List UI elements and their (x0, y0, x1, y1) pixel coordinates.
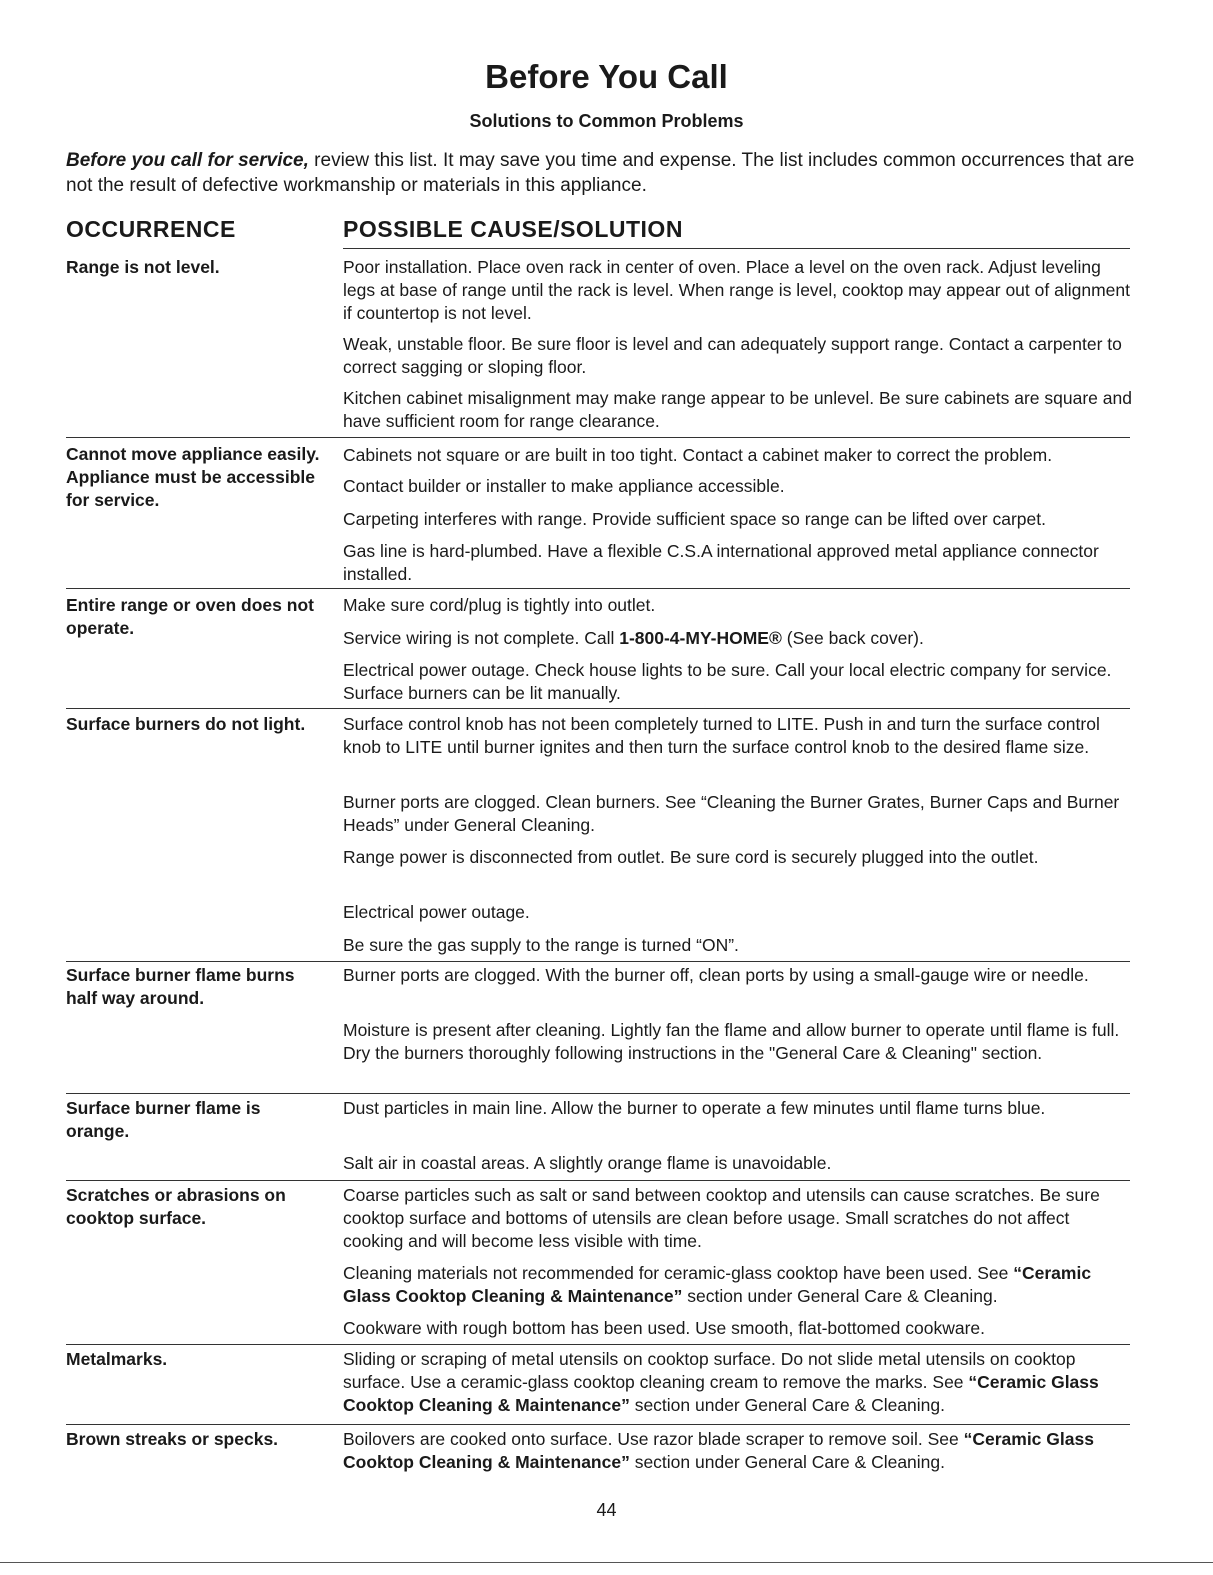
occurrence-range-not-operate: Entire range or oven does not operate. (66, 595, 314, 638)
solution-text: Surface control knob has not been completely turned to LITE. Push in and turn the surface control knob to LITE until burner ignites and then turn the surface control knob to the desired flame size. (343, 714, 1100, 757)
solution-text: Salt air in coastal areas. A slightly orange flame is unavoidable. (343, 1153, 832, 1173)
solution-text: Carpeting interferes with range. Provide sufficient space so range can be lifted over carpet. (343, 509, 1046, 529)
occurrence-flame-half-way: Surface burner flame burns half way around. (66, 965, 295, 1008)
row-divider (66, 1424, 1130, 1425)
page-title: Before You Call (485, 58, 728, 95)
solution-metalmarks: Sliding or scraping of metal utensils on cooktop surface. Do not slide metal utensils on cooktop surface. Use a ceramic-glass cooktop cleaning cream to remove the marks. See “Ceramic Glass Cooktop Cleaning & Maintenance” section under General Care & Cleaning. (343, 1349, 1099, 1415)
solution-text: Dust particles in main line. Allow the burner to operate a few minutes until flame turns blue. (343, 1098, 1046, 1118)
row-divider (66, 1093, 1130, 1094)
row-divider (66, 1180, 1130, 1181)
solution-text: Moisture is present after cleaning. Lightly fan the flame and allow burner to operate until flame is full. Dry the burners thoroughly following instructions in the "General Care & Cleaning" section. (343, 1020, 1120, 1063)
occurrence-cannot-move: Cannot move appliance easily. Appliance must be accessible for service. (66, 444, 320, 510)
solution-text: Electrical power outage. Check house lights to be sure. Call your local electric company for service. Surface burners can be lit manually. (343, 660, 1112, 703)
intro-lead: Before you call for service, (66, 150, 309, 171)
solution-text: Coarse particles such as salt or sand between cooktop and utensils can cause scratches. Be sure cooktop surface and bottoms of utensils are clean before usage. Small scratches do not affect cooking and will become less visible with time. (343, 1185, 1100, 1251)
cleaning-reference: “Ceramic Glass Cooktop Cleaning & Maintenance” (343, 1429, 1094, 1472)
bottom-rule (0, 1562, 1213, 1563)
solution-text: Cabinets not square or are built in too tight. Contact a cabinet maker to correct the problem. (343, 445, 1053, 465)
solution-text: Poor installation. Place oven rack in center of oven. Place a level on the oven rack. Adjust leveling legs at base of range until the rack is level. When range is level, cooktop may appear out of alignment if countertop is not level. (343, 257, 1130, 323)
occurrence-burners-not-light: Surface burners do not light. (66, 714, 306, 734)
solution-text: Cookware with rough bottom has been used. Use smooth, flat-bottomed cookware. (343, 1318, 986, 1338)
solution-text: Weak, unstable floor. Be sure floor is level and can adequately support range. Contact a carpenter to correct sagging or sloping floor. (343, 334, 1122, 377)
row-divider (66, 708, 1130, 709)
page-subtitle: Solutions to Common Problems (469, 111, 744, 131)
solution-text: Make sure cord/plug is tightly into outlet. (343, 595, 656, 615)
row-divider (66, 1344, 1130, 1345)
solution-text: Electrical power outage. (343, 902, 530, 922)
row-divider (66, 961, 1130, 962)
row-divider (66, 588, 1130, 589)
row-divider (66, 437, 1130, 438)
solution-cleaning-materials: Cleaning materials not recommended for ceramic-glass cooktop have been used. See “Ceramic Glass Cooktop Cleaning & Maintenance” section under General Care & Cleaning. (343, 1263, 1092, 1306)
page-number: 44 (596, 1500, 617, 1520)
solution-brown-streaks: Boilovers are cooked onto surface. Use razor blade scraper to remove soil. See “Ceramic Glass Cooktop Cleaning & Maintenance” section under General Care & Cleaning. (343, 1429, 1094, 1472)
solution-text: Burner ports are clogged. Clean burners. See “Cleaning the Burner Grates, Burner Caps and Burner Heads” under General Cleaning. (343, 792, 1120, 835)
cleaning-reference: “Ceramic Glass Cooktop Cleaning & Maintenance” (343, 1263, 1092, 1306)
cleaning-reference: “Ceramic Glass Cooktop Cleaning & Maintenance” (343, 1372, 1099, 1415)
solution-text: Burner ports are clogged. With the burner off, clean ports by using a small-gauge wire or needle. (343, 965, 1089, 985)
solution-text: Contact builder or installer to make appliance accessible. (343, 476, 785, 496)
solution-text: Gas line is hard-plumbed. Have a flexible C.S.A international approved metal appliance connector installed. (343, 541, 1099, 584)
intro-text: review this list. It may save you time and expense. The list includes common occurrences that are not the result of defective workmanship or materials in this appliance. (66, 150, 1135, 196)
service-phone-number: 1-800-4-MY-HOME® (619, 628, 782, 648)
column-header-cause: POSSIBLE CAUSE/SOLUTION (343, 216, 683, 242)
occurrence-flame-orange: Surface burner flame is orange. (66, 1098, 261, 1141)
solution-text: Kitchen cabinet misalignment may make range appear to be unlevel. Be sure cabinets are square and have sufficient room for range clearance. (343, 388, 1132, 431)
occurrence-scratches: Scratches or abrasions on cooktop surface. (66, 1185, 286, 1228)
header-divider (343, 248, 1130, 249)
occurrence-metalmarks: Metalmarks. (66, 1349, 168, 1369)
occurrence-brown-streaks: Brown streaks or specks. (66, 1429, 279, 1449)
occurrence-range-not-level: Range is not level. (66, 257, 220, 277)
intro-paragraph (66, 148, 1146, 198)
solution-text: Range power is disconnected from outlet. Be sure cord is securely plugged into the outlet. (343, 847, 1039, 867)
column-header-occurrence: OCCURRENCE (66, 216, 236, 242)
solution-service-wiring: Service wiring is not complete. Call 1-800-4-MY-HOME® (See back cover). (343, 628, 924, 648)
solution-text: Be sure the gas supply to the range is turned “ON”. (343, 935, 739, 955)
